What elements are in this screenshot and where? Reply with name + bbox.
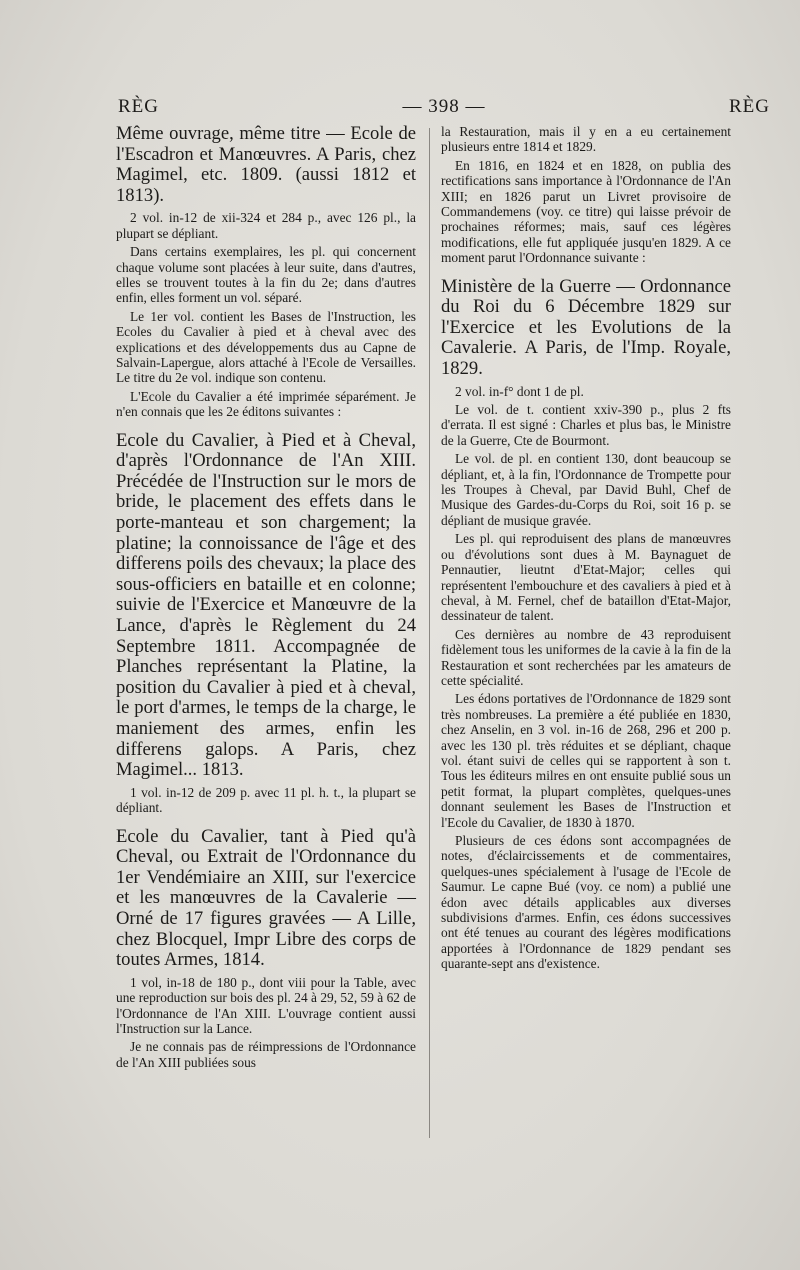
entry-note: En 1816, en 1824 et en 1828, on publia des rectifications sans importance à l'Ordonnance de l'An XIII; en 1826 parut un Livret provisoire de Commandemens (voy. ce titre) qui laisse prévoir de prochaines réformes; mais, sauf ces légères modifications, elle fut appliquée jusqu'en 1829. A ce moment parut l'Ordonnance suivante :: [441, 157, 731, 266]
entry-note-continued: la Restauration, mais il y en a eu certainement plusieurs entre 1814 et 1829.: [441, 124, 731, 155]
entry-note: Plusieurs de ces édons sont accompagnées de notes, d'éclaircissements et de commentaires, quelques-unes spécialement à l'usage de l'Ecole de Saumur. Le capne Bué (voy. ce nom) a publié une édon avec détails applicables aux diverses subdivisions d'armes. Enfin, ces édons successives ont été tenues au courant des légères modifications apportées à l'Ordonnance de 1829 pendant ses quarante-sept ans d'existence.: [441, 833, 731, 972]
column-divider: [429, 128, 430, 1138]
header-left-keyword: RÈG: [118, 96, 159, 117]
entry-note: 1 vol, in-18 de 180 p., dont viii pour la Table, avec une reproduction sur bois des pl. 24 à 29, 52, 59 à 62 de l'Ordonnance de l'An XIII. L'ouvrage contient aussi l'Instruction sur la Lance.: [116, 974, 416, 1036]
entry-title: Même ouvrage, même titre — Ecole de l'Escadron et Manœuvres. A Paris, chez Magimel, etc. 1809. (aussi 1812 et 1813).: [116, 123, 416, 206]
page-number: — 398 —: [402, 96, 486, 117]
entry-note: 2 vol. in-12 de xii-324 et 284 p., avec 126 pl., la plupart se dépliant.: [116, 210, 416, 241]
entry-note: Dans certains exemplaires, les pl. qui concernent chaque volume sont placées à leur suite, dans d'autres, elles se trouvent toutes à la fin du 2e; dans d'autres enfin, elles forment un vol. séparé.: [116, 244, 416, 306]
entry-title: Ecole du Cavalier, à Pied et à Cheval, d'après l'Ordonnance de l'An XIII. Précédée de l'Instruction sur le mors de bride, le placement des effets dans le porte-manteau et son chargement; la platine; la connoissance de l'âge et des differens poils des chevaux; la place des sous-officiers en bataille et en colonne; suivie de l'Exercice et Manœuvre de la Lance, d'après le Règlement du 24 Septembre 1811. Accompagnée de Planches représentant la Platine, la position du Cavalier à pied et à cheval, le port d'armes, le temps de la charge, le maniement des armes, enfin les differens galops. A Paris, chez Magimel... 1813.: [116, 429, 416, 781]
right-column: [441, 124, 731, 975]
entry-title: Ministère de la Guerre — Ordonnance du Roi du 6 Décembre 1829 sur l'Exercice et les Evolutions de la Cavalerie. A Paris, de l'Imp. Royale, 1829.: [441, 275, 731, 380]
entry-note: 1 vol. in-12 de 209 p. avec 11 pl. h. t., la plupart se dépliant.: [116, 784, 416, 816]
left-column: [116, 124, 416, 1073]
entry-note: Le 1er vol. contient les Bases de l'Instruction, les Ecoles du Cavalier à pied et à cheval avec des explications et des développements dus au Capne de Salvain-Lapergue, alors attaché à l'Ecole de Versailles. Le titre du 2e vol. indique son contenu.: [116, 308, 416, 386]
entry-note: 2 vol. in-f° dont 1 de pl.: [455, 383, 584, 399]
entry-note: Le vol. de t. contient xxiv-390 p., plus 2 fts d'errata. Il est signé : Charles et plus bas, le Ministre de la Guerre, Cte de Bourmont.: [441, 402, 731, 448]
entry-note: Le vol. de pl. en contient 130, dont beaucoup se dépliant, et, à la fin, l'Ordonnance de Trompette pour les Troupes à Cheval, par David Buhl, Chef de Musique des Gardes-du-Corps du Roi, soit 16 p. se dépliant de musique gravée.: [441, 451, 731, 528]
entry-note: Ces dernières au nombre de 43 reproduisent fidèlement tous les uniformes de la cavie à la fin de la Restauration et sont recherchées par les amateurs de cette spécialité.: [441, 626, 731, 688]
entry-title: Ecole du Cavalier, tant à Pied qu'à Cheval, ou Extrait de l'Ordonnance du 1er Vendémiaire an XIII, sur l'exercice et les manœuvres de la Cavalerie — Orné de 17 figures gravées — A Lille, chez Blocquel, Impr Libre des corps de toutes Armes, 1814.: [116, 825, 416, 971]
header-right-keyword: RÈG: [729, 96, 770, 117]
entry-note: Les édons portatives de l'Ordonnance de 1829 sont très nombreuses. La première a été publiée en 1830, chez Anselin, en 3 vol. in-16 de 268, 296 et 200 p. avec les 130 pl. très réduites et se dépliant, chaque vol. étant suivi de celles qui se rapportent à son t. Tous les éditeurs milres en ont ensuite publié sous un petit format, la plupart complètes, quelques-unes donnant seulement les Bases de l'Instruction et l'Ecole du Cavalier, de 1830 à 1870.: [441, 691, 731, 830]
entry-note: L'Ecole du Cavalier a été imprimée séparément. Je n'en connais que les 2e éditons suivantes :: [116, 388, 416, 420]
entry-note: Je ne connais pas de réimpressions de l'Ordonnance de l'An XIII publiées sous: [116, 1039, 416, 1070]
entry-note: Les pl. qui reproduisent des plans de manœuvres ou d'évolutions sont dues à M. Baynaguet de Pennautier, lieutnt d'Etat-Major; celles qui représentent l'embouchure et des cavaliers à pied et à cheval, à M. Fernel, chef de bataillon d'Etat-Major, dessinateur de talent.: [441, 531, 731, 624]
